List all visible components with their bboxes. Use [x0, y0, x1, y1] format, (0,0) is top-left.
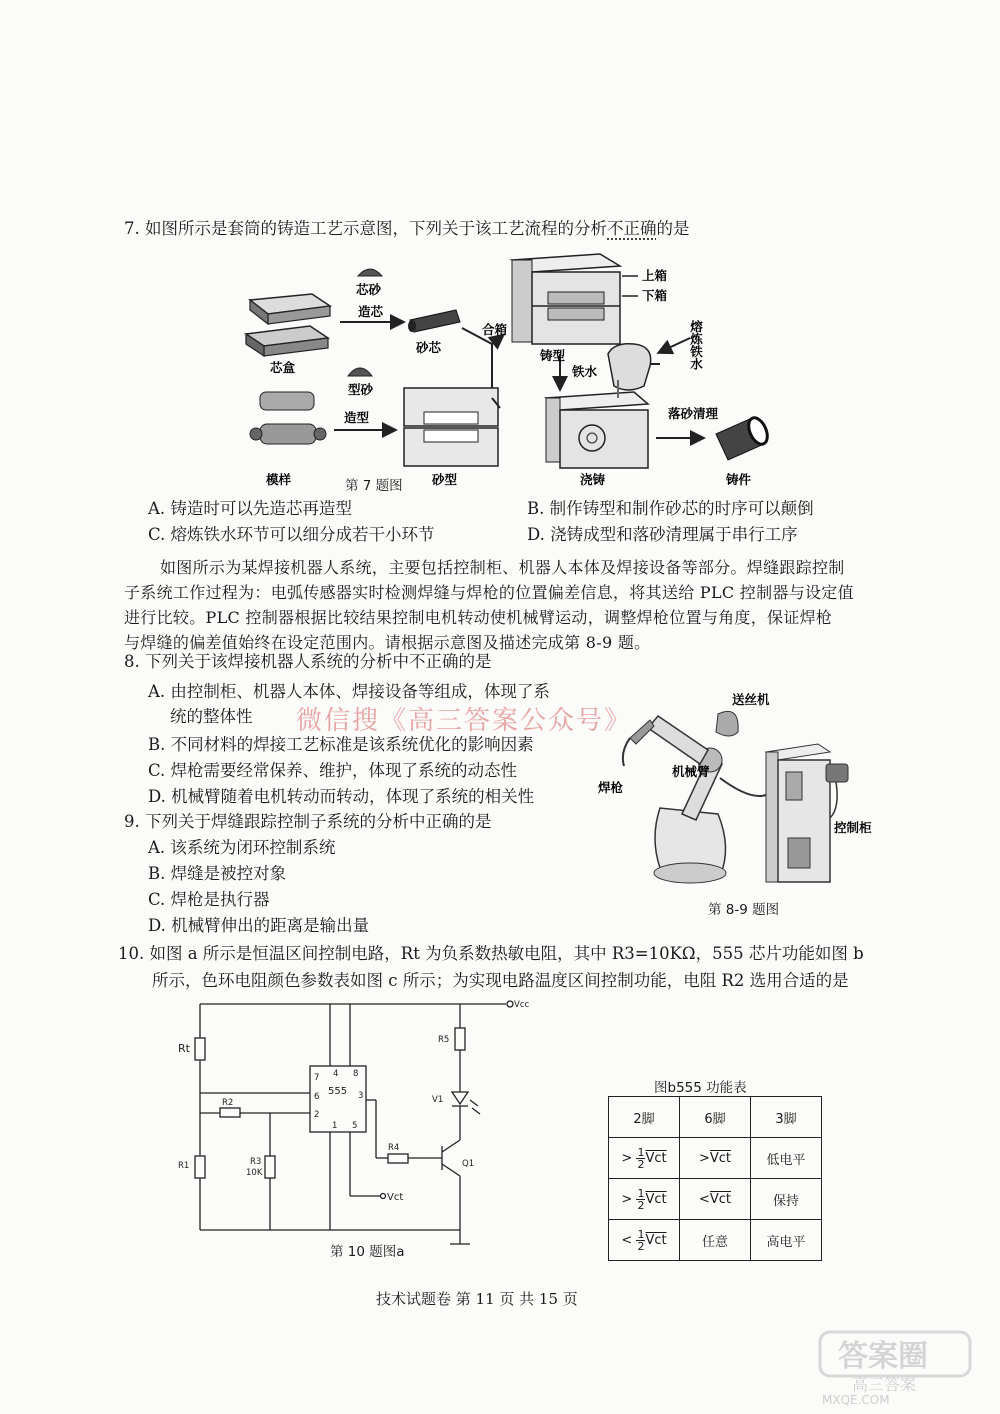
label-r3-value: 10K — [246, 1168, 263, 1178]
label-make-core: 造芯 — [358, 304, 384, 319]
cell-variable: $\overline{Vct}$ — [645, 1191, 667, 1207]
table-cell — [609, 1179, 680, 1220]
core-box-drawing — [246, 294, 330, 356]
intro-line-1: 如图所示为某焊接机器人系统，主要包括控制柜、机器人本体及焊接设备等部分。焊缝跟踪控制 — [160, 558, 845, 577]
table-row — [609, 1097, 822, 1138]
svg-text:MXQE.COM: MXQE.COM — [822, 1393, 890, 1406]
core-sand-pile — [358, 269, 382, 276]
q9-stem: 9. 下列关于焊缝跟踪控制子系统的分析中正确的是 — [124, 812, 492, 831]
table-row — [609, 1220, 822, 1261]
label-molten-iron: 熔炼铁水 — [688, 320, 704, 370]
q8-option-a: A. 由控制柜、机器人本体、焊接设备等组成，体现了系 — [148, 682, 550, 701]
label-close-box: 合箱 — [482, 322, 508, 337]
table-row — [609, 1179, 822, 1220]
casting-drawing — [716, 415, 771, 460]
watermark: 微信搜《高三答案公众号》 — [296, 706, 633, 736]
label-molding: 造型 — [344, 410, 370, 425]
cell-operator: > — [621, 1150, 633, 1166]
cell-variable: $\overline{Vct}$ — [645, 1150, 667, 1166]
label-mold-sand: 型砂 — [348, 382, 374, 397]
label-vcc: Vcc — [514, 1000, 530, 1010]
label-v1: V1 — [432, 1095, 444, 1105]
label-r1: R1 — [178, 1161, 190, 1171]
sand-core-drawing — [408, 310, 460, 332]
circuit-diagram — [170, 996, 540, 1252]
q7-stem-a: 7. 如图所示是套筒的铸造工艺示意图，下列关于该工艺流程的分析 — [124, 219, 607, 238]
sand-mold-drawing — [404, 388, 498, 466]
casting-mold-drawing — [512, 254, 638, 344]
intro-line-4: 与焊缝的偏差值始终在设定范围内。请根据示意图及描述完成第 8-9 题。 — [124, 633, 651, 652]
table-cell — [609, 1220, 680, 1261]
q7-option-c: C. 熔炼铁水环节可以细分成若干小环节 — [148, 525, 435, 544]
function-table — [608, 1096, 822, 1261]
pin-7: 7 — [314, 1073, 320, 1083]
q7-stem-c: 的是 — [656, 219, 690, 238]
q8-option-b: B. 不同材料的焊接工艺标准是该系统优化的影响因素 — [148, 735, 534, 754]
q9-option-a: A. 该系统为闭环控制系统 — [148, 838, 336, 857]
q8-option-a-cont: 统的整体性 — [170, 707, 253, 726]
mold-sand-pile — [348, 368, 372, 376]
table-header: 6脚 — [680, 1097, 751, 1138]
q10-line-2: 所示，色环电阻颜色参数表如图 c 所示；为实现电路温度区间控制功能，电阻 R2 选用合适的是 — [152, 971, 849, 990]
fraction-numerator: 1 — [637, 1145, 645, 1159]
pin-1: 1 — [332, 1121, 338, 1131]
robot-body-drawing — [623, 711, 776, 883]
label-iron: 铁水 — [572, 364, 598, 379]
table-cell — [680, 1138, 751, 1179]
table-header: 3脚 — [751, 1097, 822, 1138]
label-sand-core: 砂芯 — [416, 340, 442, 355]
pouring-drawing — [546, 380, 648, 468]
table-cell — [609, 1138, 680, 1179]
q7-stem — [124, 217, 690, 241]
q7-option-b: B. 制作铸型和制作砂芯的时序可以颠倒 — [527, 499, 814, 518]
q8-option-d: D. 机械臂随着电机转动而转动，体现了系统的相关性 — [148, 787, 535, 806]
q7-stem-emphasis: 不正确 — [607, 219, 657, 238]
label-casting: 铸件 — [726, 472, 752, 487]
label-sand-mold: 砂型 — [432, 472, 458, 487]
table-row — [609, 1138, 822, 1179]
cell-variable: $\overline{Vct}$ — [709, 1191, 732, 1207]
svg-text:高三答案: 高三答案 — [852, 1375, 917, 1394]
table-header: 2脚 — [609, 1097, 680, 1138]
label-lower-box: 下箱 — [642, 288, 668, 303]
cell-operator: < — [621, 1232, 633, 1248]
label-wire-feeder: 送丝机 — [732, 692, 770, 707]
site-logo — [812, 1326, 992, 1406]
svg-text:答案圈: 答案圈 — [838, 1339, 928, 1374]
q9-option-d: D. 机械臂伸出的距离是输出量 — [148, 916, 370, 935]
label-arm: 机械臂 — [672, 764, 710, 779]
fraction-denominator: 2 — [637, 1157, 645, 1171]
label-q1: Q1 — [462, 1159, 475, 1169]
table-cell: 任意 — [680, 1220, 751, 1261]
ladle-drawing — [608, 344, 660, 390]
table-cell: 高电平 — [751, 1220, 822, 1261]
pin-8: 8 — [353, 1069, 359, 1079]
pin-6: 6 — [314, 1092, 320, 1102]
page-footer: 技术试题卷 第 11 页 共 15 页 — [376, 1290, 578, 1308]
pin-5: 5 — [352, 1121, 358, 1131]
q7-option-a: A. 铸造时可以先造芯再造型 — [148, 499, 352, 518]
label-pouring: 浇铸 — [580, 472, 606, 487]
intro-line-3: 进行比较。PLC 控制器根据比较结果控制电机转动使机械臂运动，调整焊枪位置与角度，保证焊枪 — [124, 608, 833, 627]
q7-caption: 第 7 题图 — [345, 478, 403, 494]
label-cabinet: 控制柜 — [834, 820, 872, 835]
label-rt: Rt — [178, 1042, 190, 1055]
arrow-close-box — [492, 336, 502, 344]
q7-figure — [230, 248, 810, 490]
label-pattern: 模样 — [266, 472, 292, 487]
fraction-denominator: 2 — [637, 1198, 645, 1212]
control-cabinet-drawing — [766, 744, 848, 882]
arrow-molten-iron — [660, 338, 690, 352]
q9-option-c: C. 焊枪是执行器 — [148, 890, 270, 909]
label-core-sand: 芯砂 — [356, 282, 382, 297]
table-cell: 保持 — [751, 1179, 822, 1220]
label-torch: 焊枪 — [598, 780, 624, 795]
pin-4: 4 — [333, 1069, 339, 1079]
robot-figure — [590, 688, 890, 898]
cell-variable: $\overline{Vct}$ — [645, 1232, 667, 1248]
cell-operator: > — [621, 1191, 633, 1207]
q8-stem: 8. 下列关于该焊接机器人系统的分析中不正确的是 — [124, 652, 492, 671]
table-cell — [680, 1179, 751, 1220]
label-555: 555 — [328, 1086, 348, 1097]
fraction-numerator: 1 — [637, 1227, 645, 1241]
label-core-box: 芯盒 — [270, 360, 296, 375]
table-cell: 低电平 — [751, 1138, 822, 1179]
pin-2: 2 — [314, 1110, 320, 1120]
fraction-numerator: 1 — [637, 1186, 645, 1200]
cell-variable: $\overline{Vct}$ — [709, 1150, 732, 1166]
q10-line-1: 10. 如图 a 所示是恒温区间控制电路，Rt 为负系数热敏电阻，其中 R3=10KΩ，555 芯片功能如图 b — [118, 944, 864, 963]
intro-line-2: 子系统工作过程为：电弧传感器实时检测焊缝与焊枪的位置偏差信息，将其送给 PLC 控制器与设定值 — [124, 583, 854, 602]
label-vct: Vct — [387, 1192, 404, 1203]
fraction-denominator: 2 — [637, 1239, 645, 1253]
label-r4: R4 — [388, 1143, 400, 1153]
pin-3: 3 — [358, 1091, 364, 1101]
q7-option-d: D. 浇铸成型和落砂清理属于串行工序 — [527, 525, 798, 544]
q10-caption-a: 第 10 题图a — [330, 1244, 405, 1260]
cell-operator: > — [698, 1150, 710, 1166]
label-casting-mold: 铸型 — [540, 348, 566, 363]
q9-option-b: B. 焊缝是被控对象 — [148, 864, 287, 883]
cell-operator: < — [698, 1191, 710, 1207]
pattern-drawing — [250, 392, 326, 444]
robot-figure-caption: 第 8-9 题图 — [708, 902, 780, 918]
q8-option-c: C. 焊枪需要经常保养、维护，体现了系统的动态性 — [148, 761, 518, 780]
intro-8-9 — [124, 555, 884, 655]
label-shakeout: 落砂清理 — [668, 406, 719, 421]
label-r3: R3 — [250, 1157, 262, 1167]
label-upper-box: 上箱 — [642, 268, 668, 283]
label-r2: R2 — [222, 1098, 234, 1108]
function-table-title: 图b555 功能表 — [654, 1080, 747, 1096]
label-r5: R5 — [438, 1035, 450, 1045]
